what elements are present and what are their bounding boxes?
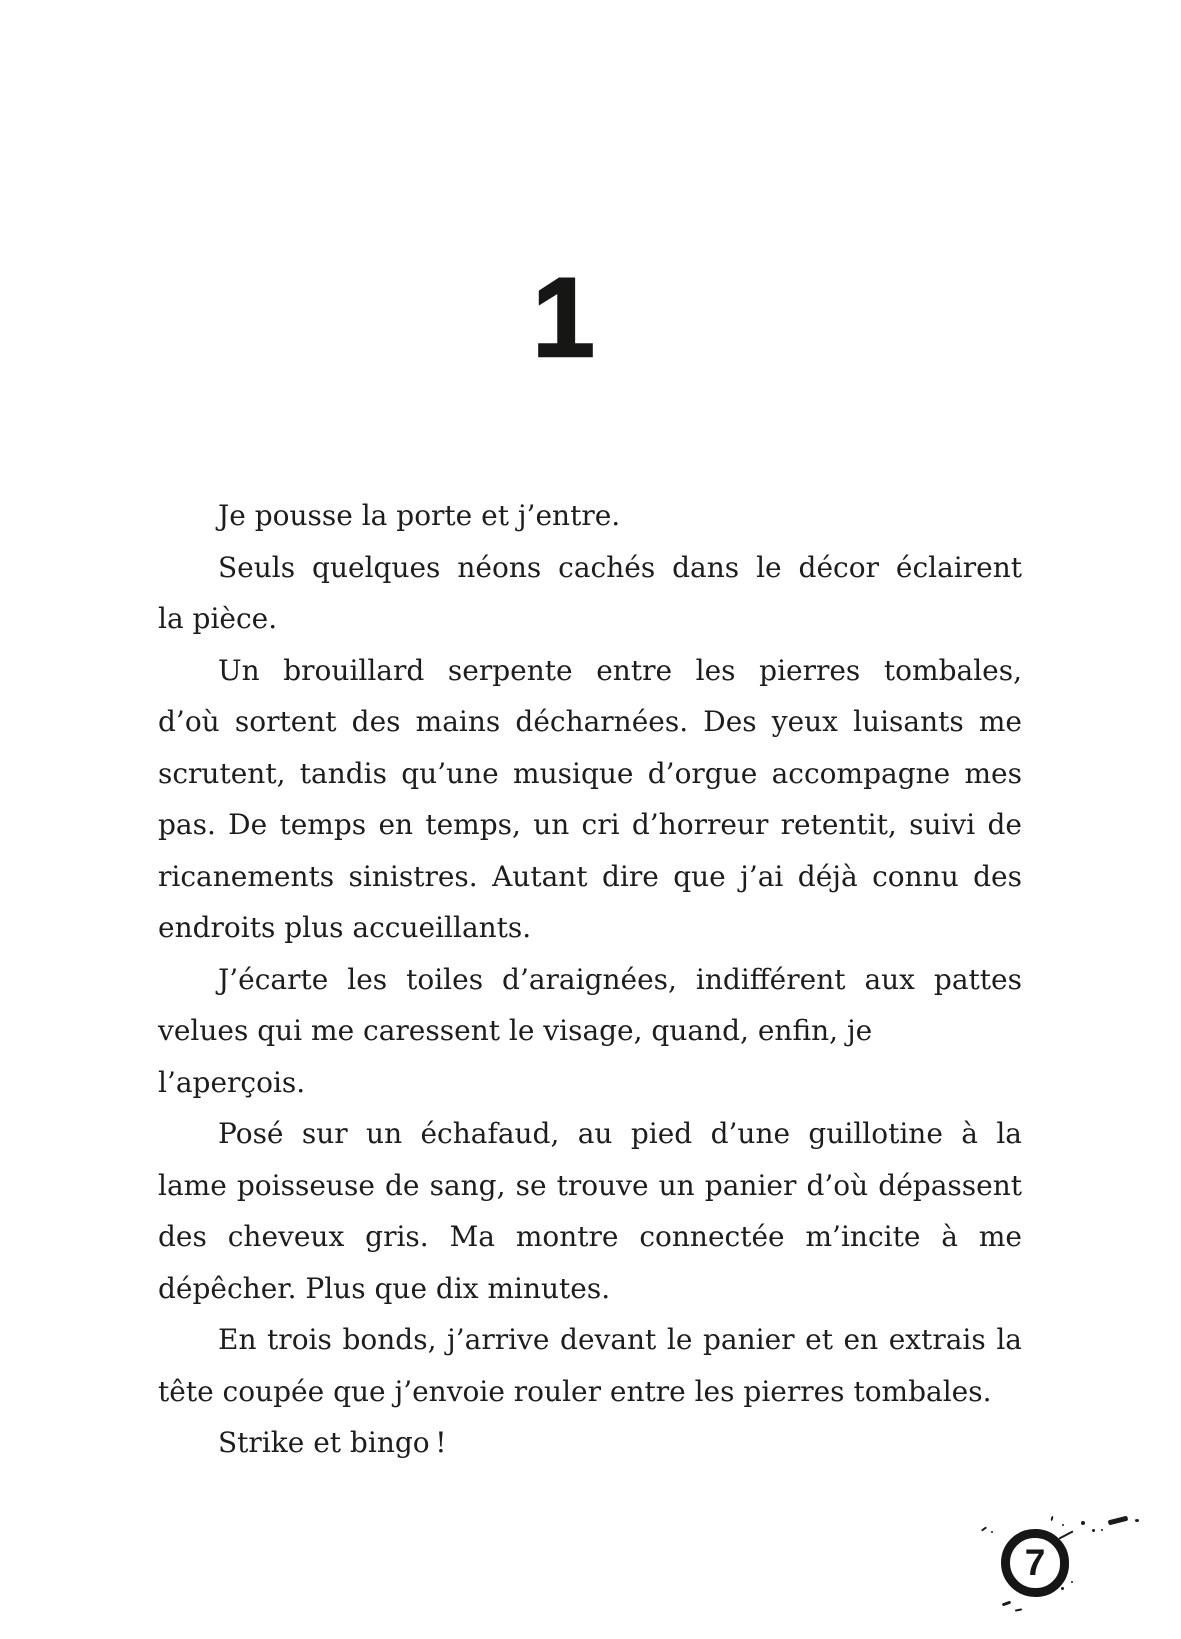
text-line: pas. De temps en temps, un cri d’horreur retentit, suivi de	[158, 808, 1022, 841]
paragraph	[158, 1314, 1022, 1417]
chapter-number: 1	[532, 255, 593, 380]
paragraph	[158, 1108, 1022, 1314]
text-line: Seuls quelques néons cachés dans le décor éclairent	[218, 550, 1022, 584]
text-line: ricanements sinistres. Autant dire que j’ai déjà connu des	[158, 859, 1022, 893]
ink-dot	[1071, 1581, 1073, 1583]
text-line: velues qui me caressent le visage, quand, enfin, je l’aperçois.	[158, 1014, 873, 1099]
ink-dot	[1081, 1521, 1085, 1525]
text-line: J’écarte les toiles d’araignées, indifférent aux pattes	[218, 962, 1022, 996]
ink-dash	[1002, 1601, 1011, 1607]
ink-scratch	[1058, 1530, 1073, 1539]
ink-dot	[1092, 1529, 1095, 1532]
ink-dash	[1108, 1516, 1129, 1526]
text-line: tête coupée que j’envoie rouler entre les pierres tombales.	[158, 1374, 992, 1408]
paragraph	[158, 954, 1022, 1109]
ink-dot	[1135, 1519, 1139, 1522]
page-number: 7	[1024, 1542, 1046, 1583]
text-line: Posé sur un échafaud, au pied d’une guillotine à la	[218, 1117, 1022, 1150]
body-text	[158, 490, 1022, 1469]
ink-dot	[1061, 1587, 1064, 1590]
paragraph	[158, 645, 1022, 954]
text-line: endroits plus accueillants.	[158, 911, 532, 944]
paragraph	[158, 1417, 1022, 1469]
ink-dot	[991, 1531, 993, 1533]
ink-dot	[1062, 1524, 1064, 1526]
text-line: la pièce.	[158, 602, 278, 635]
paragraph	[158, 490, 1022, 542]
ink-dash	[981, 1526, 987, 1531]
text-line: scrutent, tandis qu’une musique d’orgue accompagne mes	[158, 756, 1022, 790]
text-line: des cheveux gris. Ma montre connectée m’incite à me	[158, 1220, 1022, 1253]
text-line: Un brouillard serpente entre les pierres tombales,	[218, 653, 1022, 687]
ink-dash	[1015, 1608, 1022, 1611]
paragraph	[158, 542, 1022, 645]
text-line: En trois bonds, j’arrive devant le panier et en extrais la	[218, 1323, 1022, 1356]
text-line: d’où sortent des mains décharnées. Des yeux luisants me	[158, 705, 1022, 738]
text-line: Je pousse la porte et j’entre.	[218, 499, 621, 532]
ink-dot	[1050, 1516, 1053, 1521]
ink-dot	[1101, 1529, 1103, 1531]
text-line: Strike et bingo !	[218, 1426, 447, 1459]
text-line: lame poisseuse de sang, se trouve un panier d’où dépassent	[158, 1168, 1022, 1202]
text-line: dépêcher. Plus que dix minutes.	[158, 1271, 611, 1305]
